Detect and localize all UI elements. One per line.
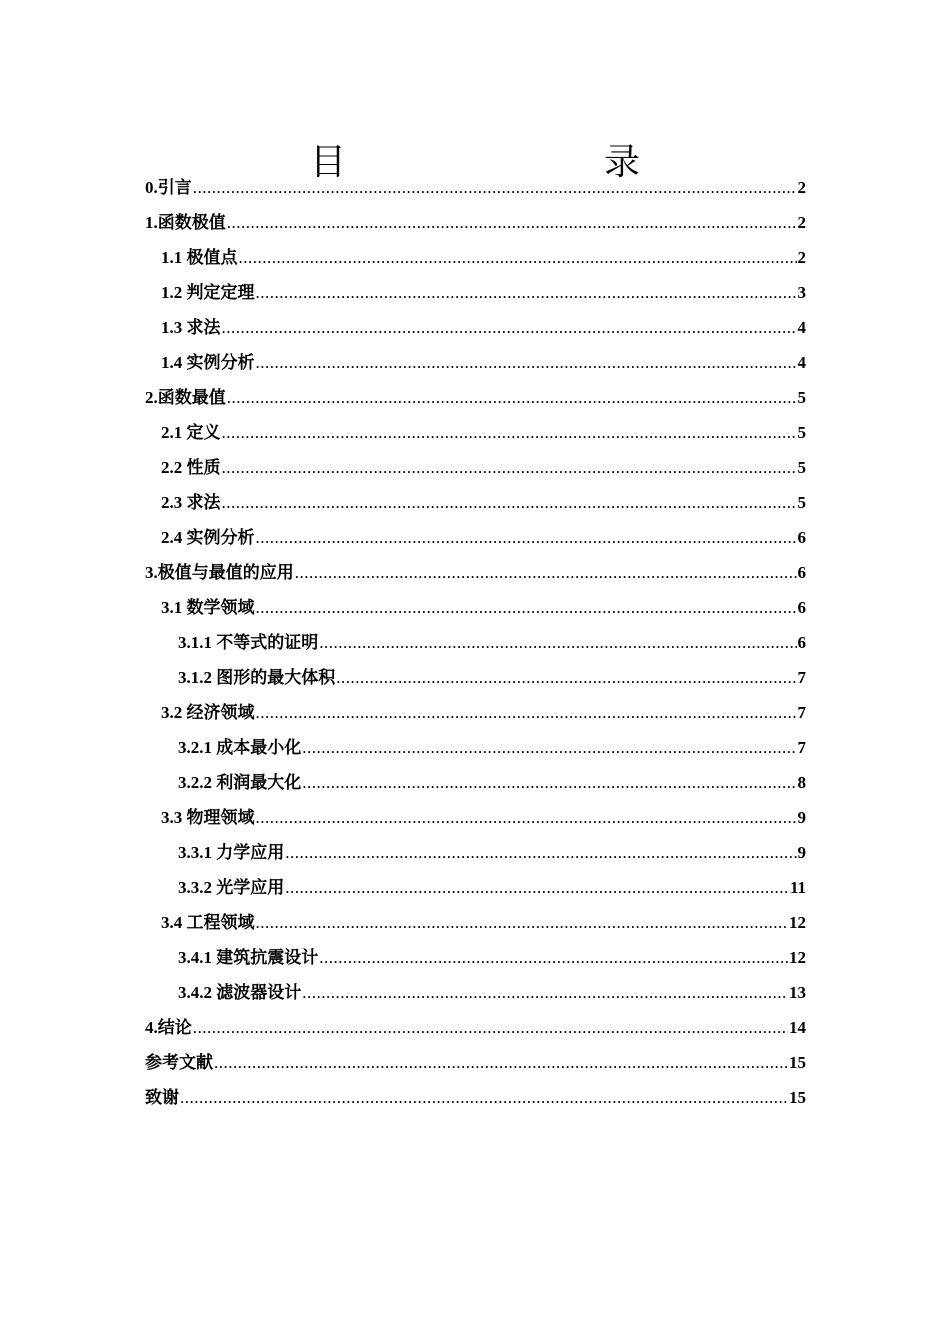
toc-entry-label: 3.4.1 建筑抗震设计 [178, 948, 319, 967]
toc-entry[interactable] [145, 240, 806, 275]
toc-dot-leader [227, 205, 797, 240]
toc-entry-label: 3.2 经济领域 [161, 703, 255, 722]
toc-entry[interactable] [145, 450, 806, 485]
toc-entry-page-number: 6 [797, 563, 806, 582]
toc-entry[interactable] [145, 345, 806, 380]
toc-entry-page-number: 2 [797, 248, 806, 267]
toc-dot-leader [256, 905, 789, 940]
toc-entry[interactable] [145, 1010, 806, 1045]
toc-dot-leader [319, 625, 796, 660]
toc-entry-page-number: 9 [797, 808, 806, 827]
toc-entry-label: 参考文献 [145, 1053, 213, 1072]
toc-entry-label: 2.1 定义 [161, 423, 221, 442]
toc-entry[interactable] [145, 625, 806, 660]
toc-entry[interactable] [145, 205, 806, 240]
toc-entry-page-number: 6 [797, 633, 806, 652]
toc-entry-page-number: 5 [797, 423, 806, 442]
toc-entry[interactable] [145, 975, 806, 1010]
toc-entry-page-number: 14 [789, 1018, 806, 1037]
toc-dot-leader [256, 590, 797, 625]
toc-dot-leader [222, 450, 797, 485]
toc-entry-label: 1.1 极值点 [161, 248, 238, 267]
toc-entry-page-number: 4 [797, 318, 806, 337]
toc-entry-page-number: 8 [797, 773, 806, 792]
toc-entry-page-number: 7 [797, 668, 806, 687]
toc-entry[interactable] [145, 940, 806, 975]
toc-entry[interactable] [145, 415, 806, 450]
toc-entry-label: 3.3.1 力学应用 [178, 843, 285, 862]
toc-entry-label: 2.3 求法 [161, 493, 221, 512]
toc-dot-leader [256, 345, 797, 380]
toc-dot-leader [193, 1010, 788, 1045]
toc-entry-label: 1.4 实例分析 [161, 353, 255, 372]
toc-entry-label: 1.2 判定定理 [161, 283, 255, 302]
toc-entry-label: 3.1.1 不等式的证明 [178, 633, 319, 652]
toc-dot-leader [227, 380, 797, 415]
toc-dot-leader [319, 940, 788, 975]
toc-entry-label: 致谢 [145, 1088, 179, 1107]
toc-dot-leader [222, 485, 797, 520]
toc-entry[interactable] [145, 870, 806, 905]
toc-entry[interactable] [145, 170, 806, 205]
toc-entry-label: 3.2.2 利润最大化 [178, 773, 302, 792]
toc-entry-page-number: 3 [797, 283, 806, 302]
toc-entry-page-number: 12 [789, 913, 806, 932]
toc-entry-page-number: 15 [789, 1053, 806, 1072]
toc-entry-page-number: 6 [797, 598, 806, 617]
toc-dot-leader [214, 1045, 788, 1080]
toc-dot-leader [222, 415, 797, 450]
toc-entry[interactable] [145, 730, 806, 765]
toc-entry-page-number: 15 [789, 1088, 806, 1107]
page-title: 目 录 [309, 142, 702, 183]
toc-entry-label: 3.1.2 图形的最大体积 [178, 668, 336, 687]
toc-entry-label: 2.函数最值 [145, 388, 226, 407]
toc-entry-label: 4.结论 [145, 1018, 192, 1037]
toc-dot-leader [302, 765, 796, 800]
toc-entry-label: 3.4 工程领域 [161, 913, 255, 932]
toc-dot-leader [256, 695, 797, 730]
toc-dot-leader [222, 310, 797, 345]
toc-dot-leader [239, 240, 797, 275]
toc-entry[interactable] [145, 905, 806, 940]
toc-entry-page-number: 6 [797, 528, 806, 547]
toc-entry[interactable] [145, 555, 806, 590]
toc-entry[interactable] [145, 800, 806, 835]
toc-entry-label: 1.函数极值 [145, 213, 226, 232]
toc-entry-label: 3.1 数学领域 [161, 598, 255, 617]
toc-dot-leader [285, 870, 789, 905]
toc-entry-page-number: 12 [789, 948, 806, 967]
toc-dot-leader [295, 555, 797, 590]
toc-entry[interactable] [145, 1045, 806, 1080]
toc-entry-page-number: 9 [797, 843, 806, 862]
toc-entry-page-number: 5 [797, 388, 806, 407]
toc-entry[interactable] [145, 520, 806, 555]
toc-entry-page-number: 11 [789, 878, 806, 897]
toc-entry[interactable] [145, 310, 806, 345]
toc-entry-label: 3.3.2 光学应用 [178, 878, 285, 897]
toc-dot-leader [256, 520, 797, 555]
toc-dot-leader [302, 975, 788, 1010]
toc-entry-page-number: 7 [797, 703, 806, 722]
toc-entry-page-number: 5 [797, 458, 806, 477]
toc-entry-label: 3.2.1 成本最小化 [178, 738, 302, 757]
toc-entry-page-number: 2 [797, 178, 806, 197]
toc-entry[interactable] [145, 485, 806, 520]
table-of-contents [145, 170, 806, 1115]
toc-entry-page-number: 13 [789, 983, 806, 1002]
toc-entry-label: 3.极值与最值的应用 [145, 563, 294, 582]
toc-entry-label: 0.引言 [145, 178, 192, 197]
toc-dot-leader [180, 1080, 788, 1115]
toc-entry[interactable] [145, 1080, 806, 1115]
toc-entry[interactable] [145, 275, 806, 310]
toc-entry-label: 2.2 性质 [161, 458, 221, 477]
toc-entry[interactable] [145, 835, 806, 870]
toc-entry-page-number: 2 [797, 213, 806, 232]
toc-dot-leader [256, 275, 797, 310]
toc-dot-leader [193, 170, 797, 205]
toc-dot-leader [336, 660, 796, 695]
toc-entry[interactable] [145, 695, 806, 730]
toc-entry-page-number: 4 [797, 353, 806, 372]
toc-entry[interactable] [145, 380, 806, 415]
toc-entry-label: 1.3 求法 [161, 318, 221, 337]
toc-dot-leader [285, 835, 796, 870]
toc-entry-label: 3.3 物理领域 [161, 808, 255, 827]
toc-dot-leader [302, 730, 796, 765]
toc-entry[interactable] [145, 765, 806, 800]
toc-entry-label: 3.4.2 滤波器设计 [178, 983, 302, 1002]
toc-entry[interactable] [145, 590, 806, 625]
toc-entry-page-number: 7 [797, 738, 806, 757]
toc-entry[interactable] [145, 660, 806, 695]
toc-entry-page-number: 5 [797, 493, 806, 512]
toc-entry-label: 2.4 实例分析 [161, 528, 255, 547]
toc-dot-leader [256, 800, 797, 835]
